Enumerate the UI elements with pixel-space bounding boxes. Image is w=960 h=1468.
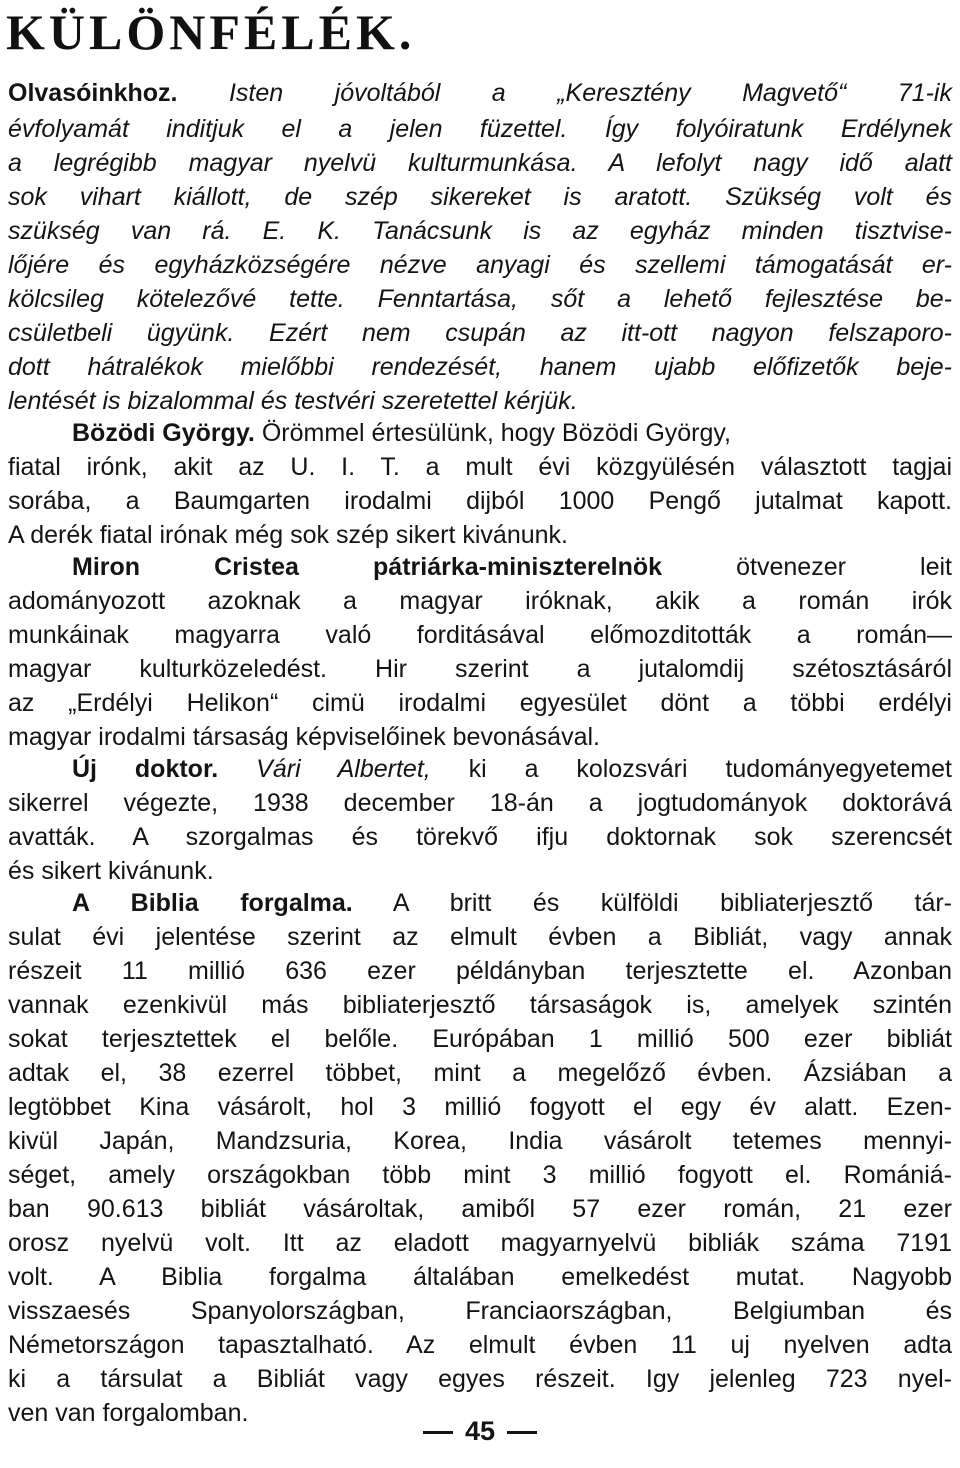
text-line bbox=[8, 384, 952, 418]
text-line bbox=[8, 1294, 952, 1328]
text-line bbox=[8, 76, 952, 110]
text-segment: szükség van rá. E. K. Tanácsunk is az egyház minden tisztvise- bbox=[8, 217, 952, 245]
text-line bbox=[8, 954, 952, 988]
page-footer bbox=[0, 1414, 960, 1448]
text-line bbox=[8, 920, 952, 954]
text-line bbox=[8, 112, 952, 146]
text-line bbox=[8, 1226, 952, 1260]
text-line bbox=[8, 854, 952, 888]
text-line bbox=[8, 416, 952, 450]
text-line bbox=[8, 1022, 952, 1056]
text-segment: legtöbbet Kina vásárolt, hol 3 millió fogyott el egy év alatt. Ezen- bbox=[8, 1093, 952, 1121]
text-segment: ki a társulat a Bibliát vagy egyes részeit. Igy jelenleg 723 nyel- bbox=[8, 1365, 952, 1393]
text-line bbox=[8, 820, 952, 854]
text-line bbox=[8, 720, 952, 754]
text-segment: részeit 11 millió 636 ezer példányban terjesztette el. Azonban bbox=[8, 957, 952, 985]
text-segment: Miron Cristea pátriárka-miniszterelnök bbox=[72, 553, 663, 581]
text-segment: vannak ezenkivül más bibliaterjesztő társaságok is, amelyek szintén bbox=[8, 991, 952, 1019]
text-line bbox=[8, 652, 952, 686]
text-segment: sorába, a Baumgarten irodalmi dijból 1000 Pengő jutalmat kapott. bbox=[8, 487, 952, 515]
text-segment: A britt és külföldi bibliaterjesztő tár- bbox=[352, 889, 952, 917]
text-line bbox=[8, 1260, 952, 1294]
text-line bbox=[8, 584, 952, 618]
text-segment: orosz nyelvü volt. Itt az eladott magyarnyelvü bibliák száma 7191 bbox=[8, 1229, 952, 1257]
text-segment: sok vihart kiállott, de szép sikereket is aratott. Szükség volt és bbox=[8, 183, 952, 211]
text-line bbox=[8, 752, 952, 786]
text-segment: lőjére és egyházközségére nézve anyagi és szellemi támogatását er- bbox=[8, 251, 952, 279]
text-line bbox=[8, 350, 952, 384]
text-segment: Új doktor. bbox=[72, 755, 219, 783]
text-segment: sokat terjesztettek el belőle. Európában 1 millió 500 ezer bibliát bbox=[8, 1025, 952, 1053]
text-line bbox=[8, 686, 952, 720]
text-segment bbox=[218, 755, 256, 783]
right-dash bbox=[507, 1431, 537, 1434]
text-segment: kölcsileg kötelezővé tette. Fenntartása, sőt a lehető fejlesztése be- bbox=[8, 285, 952, 313]
text-segment: lentését is bizalommal és testvéri szeretettel kérjük. bbox=[8, 387, 578, 415]
text-segment: dott hátralékok mielőbbi rendezését, hanem ujabb előfizetők beje- bbox=[8, 353, 952, 381]
text-segment: csületbeli ügyünk. Ezért nem csupán az itt-ott nagyon felszaporo- bbox=[8, 319, 952, 347]
text-line bbox=[8, 282, 952, 316]
text-segment: és sikert kivánunk. bbox=[8, 857, 214, 885]
text-line bbox=[8, 1056, 952, 1090]
text-line bbox=[8, 484, 952, 518]
page-number: 45 bbox=[464, 1416, 496, 1446]
text-segment: Olvasóinkhoz. bbox=[8, 79, 178, 107]
text-segment: ötvenezer leit bbox=[662, 553, 952, 581]
text-segment: Isten jóvoltából a „Keresztény Magvető“ 71-ik bbox=[177, 79, 952, 107]
text-line bbox=[8, 786, 952, 820]
text-line bbox=[8, 450, 952, 484]
text-segment: A derék fiatal irónak még sok szép sikert kivánunk. bbox=[8, 521, 568, 549]
text-line bbox=[8, 146, 952, 180]
text-segment: az „Erdélyi Helikon“ cimü irodalmi egyesület dönt a többi erdélyi bbox=[8, 689, 952, 717]
text-segment: sulat évi jelentése szerint az elmult évben a Bibliát, vagy annak bbox=[8, 923, 952, 951]
text-line bbox=[8, 886, 952, 920]
text-segment: avatták. A szorgalmas és törekvő ifju doktornak sok szerencsét bbox=[8, 823, 952, 851]
text-segment: adtak el, 38 ezerrel többet, mint a megelőző évben. Ázsiában a bbox=[8, 1059, 952, 1087]
text-line bbox=[8, 1090, 952, 1124]
text-segment: Vári Albertet, bbox=[256, 755, 431, 783]
text-segment: Örömmel értesülünk, hogy Bözödi György, bbox=[254, 419, 731, 447]
text-segment: évfolyamát inditjuk el a jelen füzettel. Így folyóiratunk Erdélynek bbox=[8, 115, 952, 143]
text-segment: A Biblia forgalma. bbox=[72, 889, 353, 917]
text-segment: magyar irodalmi társaság képviselőinek bevonásával. bbox=[8, 723, 600, 751]
text-segment: sikerrel végezte, 1938 december 18-án a jogtudományok doktorává bbox=[8, 789, 952, 817]
text-line bbox=[8, 214, 952, 248]
text-line bbox=[8, 618, 952, 652]
text-line bbox=[8, 988, 952, 1022]
text-line bbox=[8, 180, 952, 214]
text-line bbox=[8, 316, 952, 350]
text-segment: volt. A Biblia forgalma általában emelkedést mutat. Nagyobb bbox=[8, 1263, 952, 1291]
text-segment: ban 90.613 bibliát vásároltak, amiből 57 ezer román, 21 ezer bbox=[8, 1195, 952, 1223]
text-segment: Németországon tapasztalható. Az elmult évben 11 uj nyelven adta bbox=[8, 1331, 952, 1359]
text-segment: séget, amely országokban több mint 3 millió fogyott el. Romániá- bbox=[8, 1161, 952, 1189]
text-segment: munkáinak magyarra való forditásával előmozditották a román— bbox=[8, 621, 952, 649]
text-line bbox=[8, 518, 952, 552]
text-line bbox=[8, 1328, 952, 1362]
text-segment: visszaesés Spanyolországban, Franciaországban, Belgiumban és bbox=[8, 1297, 952, 1325]
text-segment: magyar kulturközeledést. Hir szerint a jutalomdij szétosztásáról bbox=[8, 655, 952, 683]
text-segment: fiatal irónk, akit az U. I. T. a mult évi közgyülésén választott tagjai bbox=[8, 453, 952, 481]
text-line bbox=[8, 550, 952, 584]
text-line bbox=[8, 1158, 952, 1192]
text-line bbox=[8, 1362, 952, 1396]
text-segment: ki a kolozsvári tudományegyetemet bbox=[430, 755, 952, 783]
page-title: KÜLÖNFÉLÉK. bbox=[6, 4, 416, 60]
text-line bbox=[8, 248, 952, 282]
text-segment: kivül Japán, Mandzsuria, Korea, India vásárolt tetemes mennyi- bbox=[8, 1127, 952, 1155]
text-segment: ven van forgalomban. bbox=[8, 1399, 249, 1427]
text-segment: adományozott azoknak a magyar iróknak, akik a román irók bbox=[8, 587, 952, 615]
text-segment: Bözödi György. bbox=[71, 419, 255, 447]
text-line bbox=[8, 1192, 952, 1226]
left-dash bbox=[423, 1431, 453, 1434]
text-segment: a legrégibb magyar nyelvü kulturmunkása. A lefolyt nagy idő alatt bbox=[8, 149, 952, 177]
text-line bbox=[8, 1124, 952, 1158]
